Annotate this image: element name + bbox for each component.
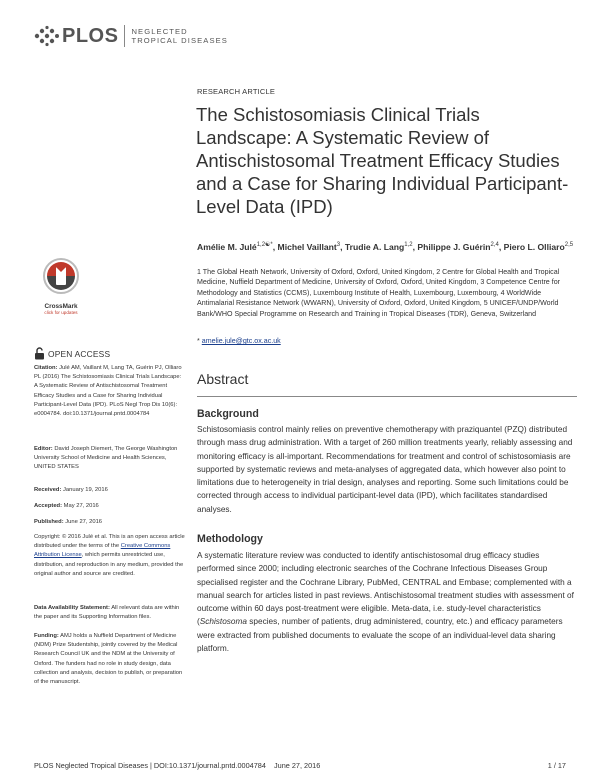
author-name: Michel Vaillant xyxy=(277,241,337,252)
citation-label: Citation: xyxy=(34,365,58,371)
author-affiliation-marker: 2,4 xyxy=(490,242,499,248)
editor-block xyxy=(34,445,186,473)
crossmark-badge[interactable] xyxy=(36,257,86,315)
crossmark-sublabel: click for updates xyxy=(44,310,78,315)
abstract-heading: Abstract xyxy=(197,371,249,387)
abstract-divider xyxy=(197,396,577,397)
journal-subtitle-line2: TROPICAL DISEASES xyxy=(131,36,228,45)
author-name: Amélie M. Julé xyxy=(197,241,257,252)
methodology-text-end: species, number of patients, drug administered, country, etc.) and efficacy parameters were extracted from published documents to evaluate the scope of an individual-level data sharing platform. xyxy=(197,617,563,654)
author-list: Amélie M. Julé$^{1,2☯*}$, Michel Vaillant$^3$, Trudie A. Lang$^{1,2}$, Philippe J. Guérin$^{2,4}$, Piero L. Olliaro$^{2,5}$ xyxy=(197,241,574,252)
accepted-label: Accepted: xyxy=(34,503,63,509)
article-title: The Schistosomiasis Clinical Trials Landscape: A Systematic Review of Antischistosomal Treatment Efficacy Studies and a Case for Sharing Individual Participant-Level Data (IPD) xyxy=(196,104,569,217)
data-availability-label: Data Availability Statement: xyxy=(34,605,110,611)
received-date: January 19, 2016 xyxy=(63,487,108,493)
journal-brand: PLOS xyxy=(62,24,119,47)
author-affiliation-marker: 1,2 xyxy=(404,242,413,248)
published-block xyxy=(34,518,186,527)
methodology-text: A systematic literature review was conducted to identify antischistosomal drug efficacy studies performed since 2000; including electronic searches of the Cochrane Infectious Diseases Group specialised register and the Cochrane Library, PubMed, CENTRAL and Embase; complemented with a manual search for articles listed in past reviews. Antischistosomal treatment studies with assessment of outcome within 60 days post-treatment were eligible. Meta-data, i.e. study-level characteristics ( xyxy=(197,551,574,627)
crossmark-label: CrossMark xyxy=(44,303,78,310)
data-availability-text: All relevant data are within the paper and its Supporting Information files. xyxy=(34,605,180,621)
affiliations: 1 The Global Heath Network, University of Oxford, Oxford, United Kingdom, 2 Centre for Global Health and Tropical Medicine, Nuffield Department of Medicine, University of Oxford, Oxford, United Kingdom, 3 Competence Centre for Methodology and Statistics (CCMS), Luxembourg Institute of Health, Luxembourg, Luxembourg, 4 WorldWide Antimalarial Resistance Network (WWARN), University of Oxford, Oxford, United Kingdom, 5 UNICEF/UNDP/World Bank/WHO Special Programme on Research and Training in Tropical Diseases (TDR), Geneva, Switzerland xyxy=(197,268,560,318)
author-affiliation-marker: 1,2☯* xyxy=(256,242,273,248)
page-number: 1 / 17 xyxy=(547,761,566,770)
corresponding-email xyxy=(197,337,281,345)
author-name: Piero L. Olliaro xyxy=(503,241,565,252)
open-lock-icon xyxy=(34,347,45,360)
received-block xyxy=(34,486,186,495)
logo-divider xyxy=(124,25,125,47)
accepted-block xyxy=(34,502,186,511)
journal-subtitle xyxy=(131,27,228,45)
citation-text: Julé AM, Vaillant M, Lang TA, Guérin PJ, Olliaro PL (2016) The Schistosomiasis Clinical Trials Landscape: A Systematic Review of Antischistosomal Treatment Efficacy Studies and a Case for Sharing Individual Participant-Level Data (IPD). PLoS Negl Trop Dis 10(6): e0004784. doi:10.1371/journal.pntd.0004784 xyxy=(34,365,182,418)
citation-block xyxy=(34,364,186,419)
author-affiliation-marker: 3 xyxy=(336,242,341,248)
funding-block xyxy=(34,632,186,687)
author-name: Trudie A. Lang xyxy=(344,241,405,252)
plos-logo-icon xyxy=(34,25,60,47)
funding-text: AMJ holds a Nuffield Department of Medicine (NDM) Prize Studentship, jointly covered by the Medical Research Council UK and the NDM at the University of Oxford. The funders had no role in study design, data collection and analysis, decision to publish, or preparation of the manuscript. xyxy=(34,633,183,686)
journal-subtitle-line1: NEGLECTED xyxy=(131,27,188,36)
received-label: Received: xyxy=(34,487,62,493)
email-marker: * xyxy=(197,337,200,345)
license-link[interactable]: Creative Commons Attribution License xyxy=(34,543,171,559)
published-date: June 27, 2016 xyxy=(65,519,103,525)
copyright-block xyxy=(34,533,186,579)
methodology-italic: Schistosoma xyxy=(199,617,247,627)
accepted-date: May 27, 2016 xyxy=(63,503,99,509)
author-name: Philippe J. Guérin xyxy=(417,241,491,252)
copyright-text: Copyright: © 2016 Julé et al. This is an open access article distributed under the terms of the xyxy=(34,534,185,550)
email-link[interactable]: amelie.jule@gtc.ox.ac.uk xyxy=(201,337,281,345)
footer-citation: PLOS Neglected Tropical Diseases | DOI:10.1371/journal.pntd.0004784 June 27, 2016 xyxy=(34,761,321,770)
crossmark-icon xyxy=(42,257,80,297)
journal-logo[interactable] xyxy=(34,24,228,48)
background-paragraph: Schistosomiasis control mainly relies on preventive chemotherapy with praziquantel (PZQ) distributed through mass drug administration. With a target of 260 million treatments yearly, reliably assessing and monitoring efficacy is all-important. Recommendations for treatment and control of schistosomiasis are supported by systematic reviews and meta-analyses of aggregated data, which however also point to limitations due to heterogeneity in trial design, analyses and reporting. Some such limitations could be corrected through access to individual participant-level data (IPD), which facilitates standardised analyses. xyxy=(197,425,573,514)
data-availability-block xyxy=(34,604,186,622)
editor-text: David Joseph Diemert, The George Washington University School of Medicine and Health Sciences, UNITED STATES xyxy=(34,446,178,471)
methodology-heading: Methodology xyxy=(197,533,263,545)
published-label: Published: xyxy=(34,519,64,525)
open-access-badge xyxy=(34,347,110,360)
editor-label: Editor: xyxy=(34,446,53,452)
article-type: RESEARCH ARTICLE xyxy=(197,87,276,96)
open-access-label: OPEN ACCESS xyxy=(48,348,111,359)
copyright-text-end: , which permits unrestricted use, distribution, and reproduction in any medium, provided the original author and source are credited. xyxy=(34,552,184,577)
author-affiliation-marker: 2,5 xyxy=(564,242,574,248)
background-heading: Background xyxy=(197,408,259,420)
funding-label: Funding: xyxy=(34,633,59,639)
methodology-paragraph xyxy=(197,549,579,655)
